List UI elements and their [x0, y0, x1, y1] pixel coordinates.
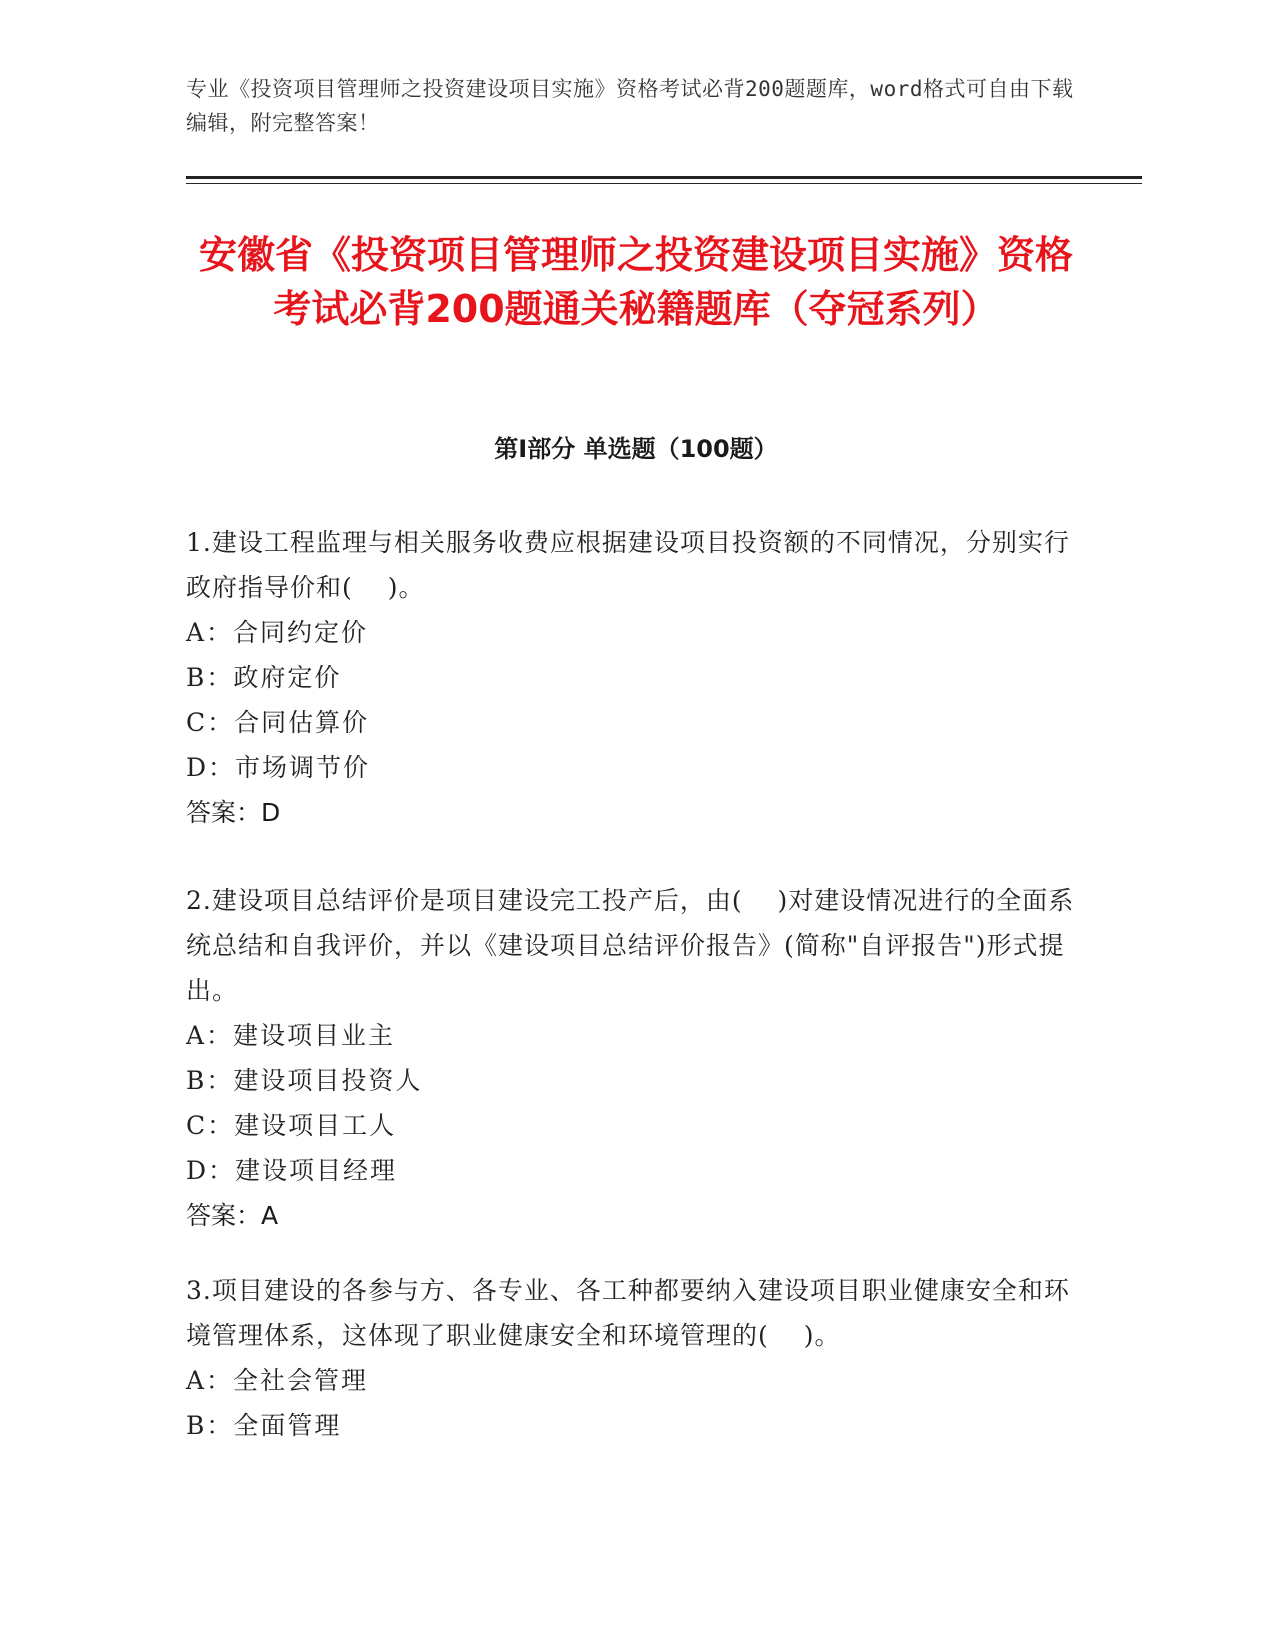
answer: 答案：D	[186, 798, 281, 827]
question-3	[186, 1268, 1086, 1448]
question-stem: 1.建设工程监理与相关服务收费应根据建设项目投资额的不同情况，分别实行政府指导价和( )。	[186, 528, 1070, 602]
header-note: 专业《投资项目管理师之投资建设项目实施》资格考试必背200题题库，word格式可自由下载编辑，附完整答案！	[186, 77, 1074, 135]
header-divider-thin	[186, 183, 1142, 184]
option-b: B：全面管理	[186, 1411, 342, 1440]
question-1	[186, 520, 1086, 835]
question-stem: 2.建设项目总结评价是项目建设完工投产后，由( )对建设情况进行的全面系统总结和自我评价，并以《建设项目总结评价报告》(简称"自评报告")形式提出。	[186, 886, 1075, 1005]
option-d: D：市场调节价	[186, 753, 371, 782]
option-c: C：合同估算价	[186, 708, 370, 737]
header-divider-thick	[186, 176, 1142, 179]
option-a: A：全社会管理	[186, 1366, 369, 1395]
option-a: A：建设项目业主	[186, 1021, 396, 1050]
answer: 答案：A	[186, 1201, 279, 1230]
question-2	[186, 878, 1086, 1238]
option-c: C：建设项目工人	[186, 1111, 397, 1140]
option-a: A：合同约定价	[186, 618, 369, 647]
section-title: 第Ⅰ部分 单选题（100题）	[494, 435, 778, 463]
option-b: B：建设项目投资人	[186, 1066, 423, 1095]
option-d: D：建设项目经理	[186, 1156, 398, 1185]
document-title: 安徽省《投资项目管理师之投资建设项目实施》资格考试必背200题通关秘籍题库（夺冠系列）	[198, 233, 1073, 331]
question-stem: 3.项目建设的各参与方、各专业、各工种都要纳入建设项目职业健康安全和环境管理体系，这体现了职业健康安全和环境管理的( )。	[186, 1276, 1070, 1350]
option-b: B：政府定价	[186, 663, 342, 692]
